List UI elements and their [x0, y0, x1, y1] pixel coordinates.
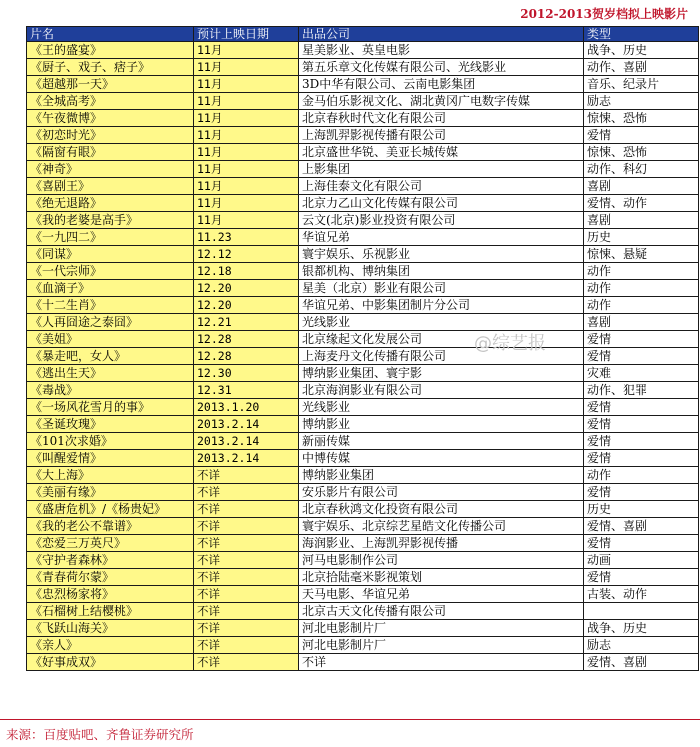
- cell-title: 《忠烈杨家将》: [27, 586, 194, 603]
- table-row: [27, 178, 699, 195]
- cell-title: 《一场风花雪月的事》: [27, 399, 194, 416]
- table-body: [27, 42, 699, 671]
- cell-date: 不详: [194, 501, 299, 518]
- cell-date: 11月: [194, 93, 299, 110]
- cell-date: 11月: [194, 76, 299, 93]
- cell-genre: 动作: [584, 467, 699, 484]
- cell-company: 银都机构、博纳集团: [299, 263, 584, 280]
- cell-genre: 战争、历史: [584, 42, 699, 59]
- cell-company: 河北电影制片厂: [299, 637, 584, 654]
- cell-genre: 惊悚、恐怖: [584, 110, 699, 127]
- table-row: [27, 314, 699, 331]
- cell-title: 《喜剧王》: [27, 178, 194, 195]
- cell-genre: 爱情: [584, 348, 699, 365]
- cell-title: 《一代宗师》: [27, 263, 194, 280]
- cell-date: 不详: [194, 518, 299, 535]
- cell-company: 博纳影业集团: [299, 467, 584, 484]
- cell-date: 不详: [194, 654, 299, 671]
- header-title: 片名: [27, 27, 194, 42]
- cell-date: 12.28: [194, 348, 299, 365]
- cell-genre: 爱情: [584, 569, 699, 586]
- cell-company: 博纳影业集团、寰宇影: [299, 365, 584, 382]
- cell-company: 上海佳泰文化有限公司: [299, 178, 584, 195]
- cell-title: 《我的老婆是高手》: [27, 212, 194, 229]
- cell-date: 11月: [194, 178, 299, 195]
- cell-company: 寰宇娱乐、北京综艺星皓文化传播公司: [299, 518, 584, 535]
- cell-genre: 历史: [584, 229, 699, 246]
- cell-genre: 动作、犯罪: [584, 382, 699, 399]
- cell-date: 12.12: [194, 246, 299, 263]
- cell-genre: 爱情: [584, 416, 699, 433]
- cell-genre: 音乐、纪录片: [584, 76, 699, 93]
- header-company: 出品公司: [299, 27, 584, 42]
- table-row: [27, 467, 699, 484]
- table-row: [27, 552, 699, 569]
- table-row: [27, 365, 699, 382]
- table-row: [27, 535, 699, 552]
- cell-company: 北京古天文化传播有限公司: [299, 603, 584, 620]
- cell-company: 华谊兄弟: [299, 229, 584, 246]
- cell-company: 安乐影片有限公司: [299, 484, 584, 501]
- cell-genre: 爱情、喜剧: [584, 654, 699, 671]
- film-schedule-table: [26, 26, 699, 671]
- cell-company: 中博传媒: [299, 450, 584, 467]
- cell-title: 《守护者森林》: [27, 552, 194, 569]
- cell-company: 寰宇娱乐、乐视影业: [299, 246, 584, 263]
- cell-genre: 灾难: [584, 365, 699, 382]
- header-date: 预计上映日期: [194, 27, 299, 42]
- cell-genre: 爱情: [584, 535, 699, 552]
- cell-date: 不详: [194, 603, 299, 620]
- cell-title: 《超越那一天》: [27, 76, 194, 93]
- cell-date: 11月: [194, 195, 299, 212]
- cell-company: 北京春秋鸿文化投资有限公司: [299, 501, 584, 518]
- table-title: 2012-2013贺岁档拟上映影片: [520, 7, 688, 21]
- cell-genre: 励志: [584, 93, 699, 110]
- cell-title: 《毒战》: [27, 382, 194, 399]
- cell-title: 《石榴树上结樱桃》: [27, 603, 194, 620]
- cell-date: 11月: [194, 59, 299, 76]
- table-row: [27, 382, 699, 399]
- cell-date: 不详: [194, 467, 299, 484]
- table-row: [27, 195, 699, 212]
- cell-title: 《盛唐危机》/《杨贵妃》: [27, 501, 194, 518]
- cell-title: 《十二生肖》: [27, 297, 194, 314]
- cell-date: 12.30: [194, 365, 299, 382]
- cell-date: 11月: [194, 144, 299, 161]
- cell-genre: 动画: [584, 552, 699, 569]
- cell-title: 《恋爱三万英尺》: [27, 535, 194, 552]
- table-row: [27, 416, 699, 433]
- table-row: [27, 59, 699, 76]
- cell-company: 北京力乙山文化传媒有限公司: [299, 195, 584, 212]
- cell-title: 《神奇》: [27, 161, 194, 178]
- table-header-row: [27, 27, 699, 42]
- cell-title: 《圣诞玫瑰》: [27, 416, 194, 433]
- table-row: [27, 280, 699, 297]
- cell-genre: 喜剧: [584, 212, 699, 229]
- cell-company: 光线影业: [299, 399, 584, 416]
- cell-title: 《叫醒爱情》: [27, 450, 194, 467]
- cell-title: 《好事成双》: [27, 654, 194, 671]
- table-row: [27, 620, 699, 637]
- table-row: [27, 76, 699, 93]
- cell-company: 上海凯羿影视传播有限公司: [299, 127, 584, 144]
- cell-company: 华谊兄弟、中影集团制片分公司: [299, 297, 584, 314]
- cell-genre: 惊悚、悬疑: [584, 246, 699, 263]
- table-row: [27, 127, 699, 144]
- cell-date: 不详: [194, 535, 299, 552]
- cell-genre: 爱情、动作: [584, 195, 699, 212]
- cell-date: 11月: [194, 110, 299, 127]
- table-row: [27, 399, 699, 416]
- cell-genre: 爱情: [584, 433, 699, 450]
- cell-date: 不详: [194, 637, 299, 654]
- cell-date: 12.18: [194, 263, 299, 280]
- cell-company: 河北电影制片厂: [299, 620, 584, 637]
- cell-company: 金马伯乐影视文化、湖北黄冈广电数字传媒: [299, 93, 584, 110]
- cell-title: 《午夜微博》: [27, 110, 194, 127]
- cell-title: 《亲人》: [27, 637, 194, 654]
- cell-title: 《大上海》: [27, 467, 194, 484]
- cell-company: 上海麦丹文化传播有限公司: [299, 348, 584, 365]
- cell-title: 《青春荷尔蒙》: [27, 569, 194, 586]
- cell-date: 不详: [194, 552, 299, 569]
- cell-genre: 爱情: [584, 399, 699, 416]
- cell-company: 河马电影制作公司: [299, 552, 584, 569]
- table-row: [27, 586, 699, 603]
- cell-company: 星美（北京）影业有限公司: [299, 280, 584, 297]
- cell-genre: 爱情、喜剧: [584, 518, 699, 535]
- table-row: [27, 603, 699, 620]
- table-row: [27, 569, 699, 586]
- cell-genre: 古装、动作: [584, 586, 699, 603]
- cell-title: 《暴走吧，女人》: [27, 348, 194, 365]
- cell-date: 不详: [194, 620, 299, 637]
- table-row: [27, 229, 699, 246]
- cell-title: 《101次求婚》: [27, 433, 194, 450]
- cell-genre: 动作: [584, 280, 699, 297]
- cell-date: 11月: [194, 127, 299, 144]
- cell-genre: 励志: [584, 637, 699, 654]
- cell-genre: 动作: [584, 297, 699, 314]
- table-row: [27, 93, 699, 110]
- cell-genre: 喜剧: [584, 314, 699, 331]
- cell-date: 不详: [194, 586, 299, 603]
- table-row: [27, 484, 699, 501]
- table-row: [27, 637, 699, 654]
- cell-genre: 爱情: [584, 127, 699, 144]
- table-row: [27, 450, 699, 467]
- cell-company: 光线影业: [299, 314, 584, 331]
- cell-date: 12.20: [194, 297, 299, 314]
- cell-date: 2013.2.14: [194, 433, 299, 450]
- cell-genre: 爱情: [584, 450, 699, 467]
- cell-title: 《绝无退路》: [27, 195, 194, 212]
- cell-title: 《血滴子》: [27, 280, 194, 297]
- cell-company: 北京盛世华锐、美亚长城传媒: [299, 144, 584, 161]
- cell-genre: 爱情: [584, 331, 699, 348]
- cell-date: 2013.2.14: [194, 416, 299, 433]
- header-genre: 类型: [584, 27, 699, 42]
- source-note: 来源：百度贴吧、齐鲁证券研究所: [6, 727, 194, 742]
- table-row: [27, 348, 699, 365]
- cell-company: 北京海润影业有限公司: [299, 382, 584, 399]
- cell-title: 《王的盛宴》: [27, 42, 194, 59]
- cell-date: 不详: [194, 484, 299, 501]
- table-row: [27, 42, 699, 59]
- table-row: [27, 518, 699, 535]
- cell-title: 《美丽有缘》: [27, 484, 194, 501]
- cell-date: 12.28: [194, 331, 299, 348]
- cell-title: 《同谋》: [27, 246, 194, 263]
- cell-company: 第五乐章文化传媒有限公司、光线影业: [299, 59, 584, 76]
- table-row: [27, 297, 699, 314]
- cell-company: 3D中华有限公司、云南电影集团: [299, 76, 584, 93]
- cell-date: 11月: [194, 212, 299, 229]
- cell-genre: 动作、科幻: [584, 161, 699, 178]
- cell-date: 12.31: [194, 382, 299, 399]
- table-row: [27, 144, 699, 161]
- cell-company: 博纳影业: [299, 416, 584, 433]
- cell-genre: 战争、历史: [584, 620, 699, 637]
- cell-company: 不详: [299, 654, 584, 671]
- table-row: [27, 654, 699, 671]
- cell-date: 2013.1.20: [194, 399, 299, 416]
- divider: [0, 719, 700, 720]
- table-row: [27, 161, 699, 178]
- table-row: [27, 110, 699, 127]
- cell-company: 天马电影、华谊兄弟: [299, 586, 584, 603]
- cell-date: 12.21: [194, 314, 299, 331]
- cell-company: 北京春秋时代文化有限公司: [299, 110, 584, 127]
- cell-company: 上影集团: [299, 161, 584, 178]
- cell-company: 北京缘起文化发展公司: [299, 331, 584, 348]
- watermark: @综艺报: [474, 333, 546, 354]
- cell-genre: 历史: [584, 501, 699, 518]
- cell-title: 《厨子、戏子、痞子》: [27, 59, 194, 76]
- cell-date: 2013.2.14: [194, 450, 299, 467]
- cell-date: 不详: [194, 569, 299, 586]
- cell-title: 《我的老公不靠谱》: [27, 518, 194, 535]
- cell-title: 《飞跃山海关》: [27, 620, 194, 637]
- cell-genre: 爱情: [584, 484, 699, 501]
- cell-company: 星美影业、英皇电影: [299, 42, 584, 59]
- cell-genre: 喜剧: [584, 178, 699, 195]
- cell-company: 海润影业、上海凯羿影视传播: [299, 535, 584, 552]
- cell-date: 11.23: [194, 229, 299, 246]
- cell-title: 《人再囧途之泰囧》: [27, 314, 194, 331]
- cell-date: 12.20: [194, 280, 299, 297]
- cell-company: 新丽传媒: [299, 433, 584, 450]
- cell-genre: 动作、喜剧: [584, 59, 699, 76]
- cell-title: 《全城高考》: [27, 93, 194, 110]
- table-row: [27, 433, 699, 450]
- cell-title: 《一九四二》: [27, 229, 194, 246]
- table-row: [27, 331, 699, 348]
- table-row: [27, 263, 699, 280]
- cell-company: 北京拾陆毫米影视策划: [299, 569, 584, 586]
- table-row: [27, 246, 699, 263]
- cell-date: 11月: [194, 42, 299, 59]
- table-row: [27, 501, 699, 518]
- cell-title: 《逃出生天》: [27, 365, 194, 382]
- cell-title: 《美姐》: [27, 331, 194, 348]
- cell-genre: 动作: [584, 263, 699, 280]
- cell-date: 11月: [194, 161, 299, 178]
- cell-company: 云文(北京)影业投资有限公司: [299, 212, 584, 229]
- cell-genre: [584, 603, 699, 620]
- cell-title: 《隔窗有眼》: [27, 144, 194, 161]
- cell-title: 《初恋时光》: [27, 127, 194, 144]
- cell-genre: 惊悚、恐怖: [584, 144, 699, 161]
- table-row: [27, 212, 699, 229]
